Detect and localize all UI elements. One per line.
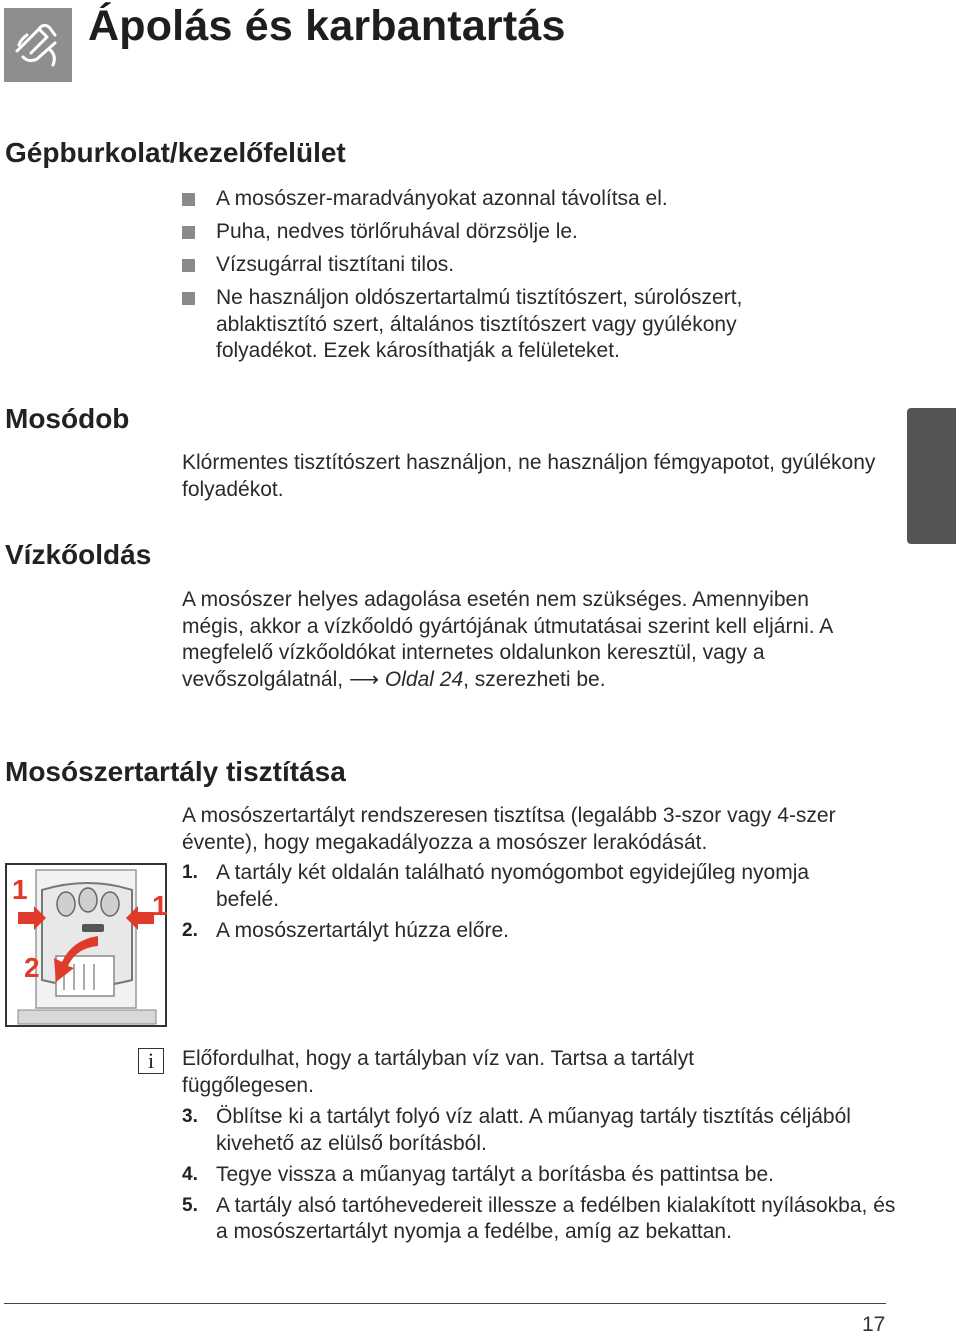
casing-bullet-list <box>182 186 882 371</box>
square-bullet-icon <box>182 292 195 305</box>
list-item: Puha, nedves törlőruhával dörzsölje le. <box>182 219 882 246</box>
page-number: 17 <box>862 1313 886 1336</box>
dispenser-intro: A mosószertartályt rendszeresen tisztítsa (legalább 3-szor vagy 4-szer évente), hogy megakadályozza a mosószer lerakódását. <box>182 804 836 854</box>
page-reference-link[interactable]: Oldal 24 <box>384 667 464 691</box>
section-heading-casing: Gépburkolat/kezelőfelület <box>5 137 346 168</box>
dispenser-steps-b <box>182 1104 896 1250</box>
square-bullet-icon <box>182 193 195 206</box>
info-text: Előfordulhat, hogy a tartályban víz van. Tartsa a tartályt függőlegesen. <box>182 1047 695 1097</box>
footer-divider <box>4 1303 886 1304</box>
section-heading-drum: Mosódob <box>5 403 130 434</box>
figure-label-2: 2 <box>24 952 40 983</box>
section-heading-descaling: Vízkőoldás <box>5 539 152 570</box>
list-item: 4. Tegye vissza a műanyag tartályt a borításba és pattintsa be. <box>182 1162 774 1186</box>
list-item: 1. A tartály két oldalán található nyomógombot egyidejűleg nyomja befelé. <box>182 861 810 911</box>
figure-label-1-left: 1 <box>12 874 28 905</box>
square-bullet-icon <box>182 259 195 272</box>
arrow-right-icon: ⟶ <box>348 667 380 691</box>
descaling-text: A mosószer helyes adagolása esetén nem szükséges. Amennyiben mégis, akkor a vízkőoldó gyártójának útmutatásai szerint kell eljárni. A megfelelő vízkőoldókat internetes oldalunkon keresztül, vagy a vevőszolgálatnál, ⟶ Oldal 24, szerezheti be. <box>182 588 833 691</box>
list-item: Vízsugárral tisztítani tilos. <box>182 252 882 279</box>
list-item: 2. A mosószertartályt húzza előre. <box>182 918 509 942</box>
dispenser-illustration <box>4 860 168 1030</box>
dispenser-steps-a <box>182 860 872 949</box>
list-item: 5. A tartály alsó tartóhevedereit illessze a fedélben kialakított nyílásokba, és a mosószertartályt nyomja a fedélbe, amíg az bekattan. <box>182 1193 896 1243</box>
list-item: Ne használjon oldószertartalmú tisztítószert, súrolószert, ablaktisztító szert, általános tisztítószert vagy gyúlékony folyadékot. Ezek károsíthatják a felületeket. <box>182 285 836 365</box>
info-icon: i <box>138 1048 164 1074</box>
hand-cleaning-icon <box>4 8 72 82</box>
section-heading-dispenser: Mosószertartály tisztítása <box>5 756 346 787</box>
drum-text: Klórmentes tisztítószert használjon, ne használjon fémgyapotot, gyúlékony folyadékot. <box>182 451 876 501</box>
page-title: Ápolás és karbantartás <box>88 2 566 50</box>
list-item: A mosószer-maradványokat azonnal távolítsa el. <box>182 186 882 213</box>
chapter-tab <box>907 408 956 544</box>
square-bullet-icon <box>182 226 195 239</box>
figure-label-1-right: 1 <box>152 890 168 921</box>
list-item: 3. Öblítse ki a tartályt folyó víz alatt. A műanyag tartály tisztítás céljából kivehető az elülső borításból. <box>182 1105 851 1155</box>
